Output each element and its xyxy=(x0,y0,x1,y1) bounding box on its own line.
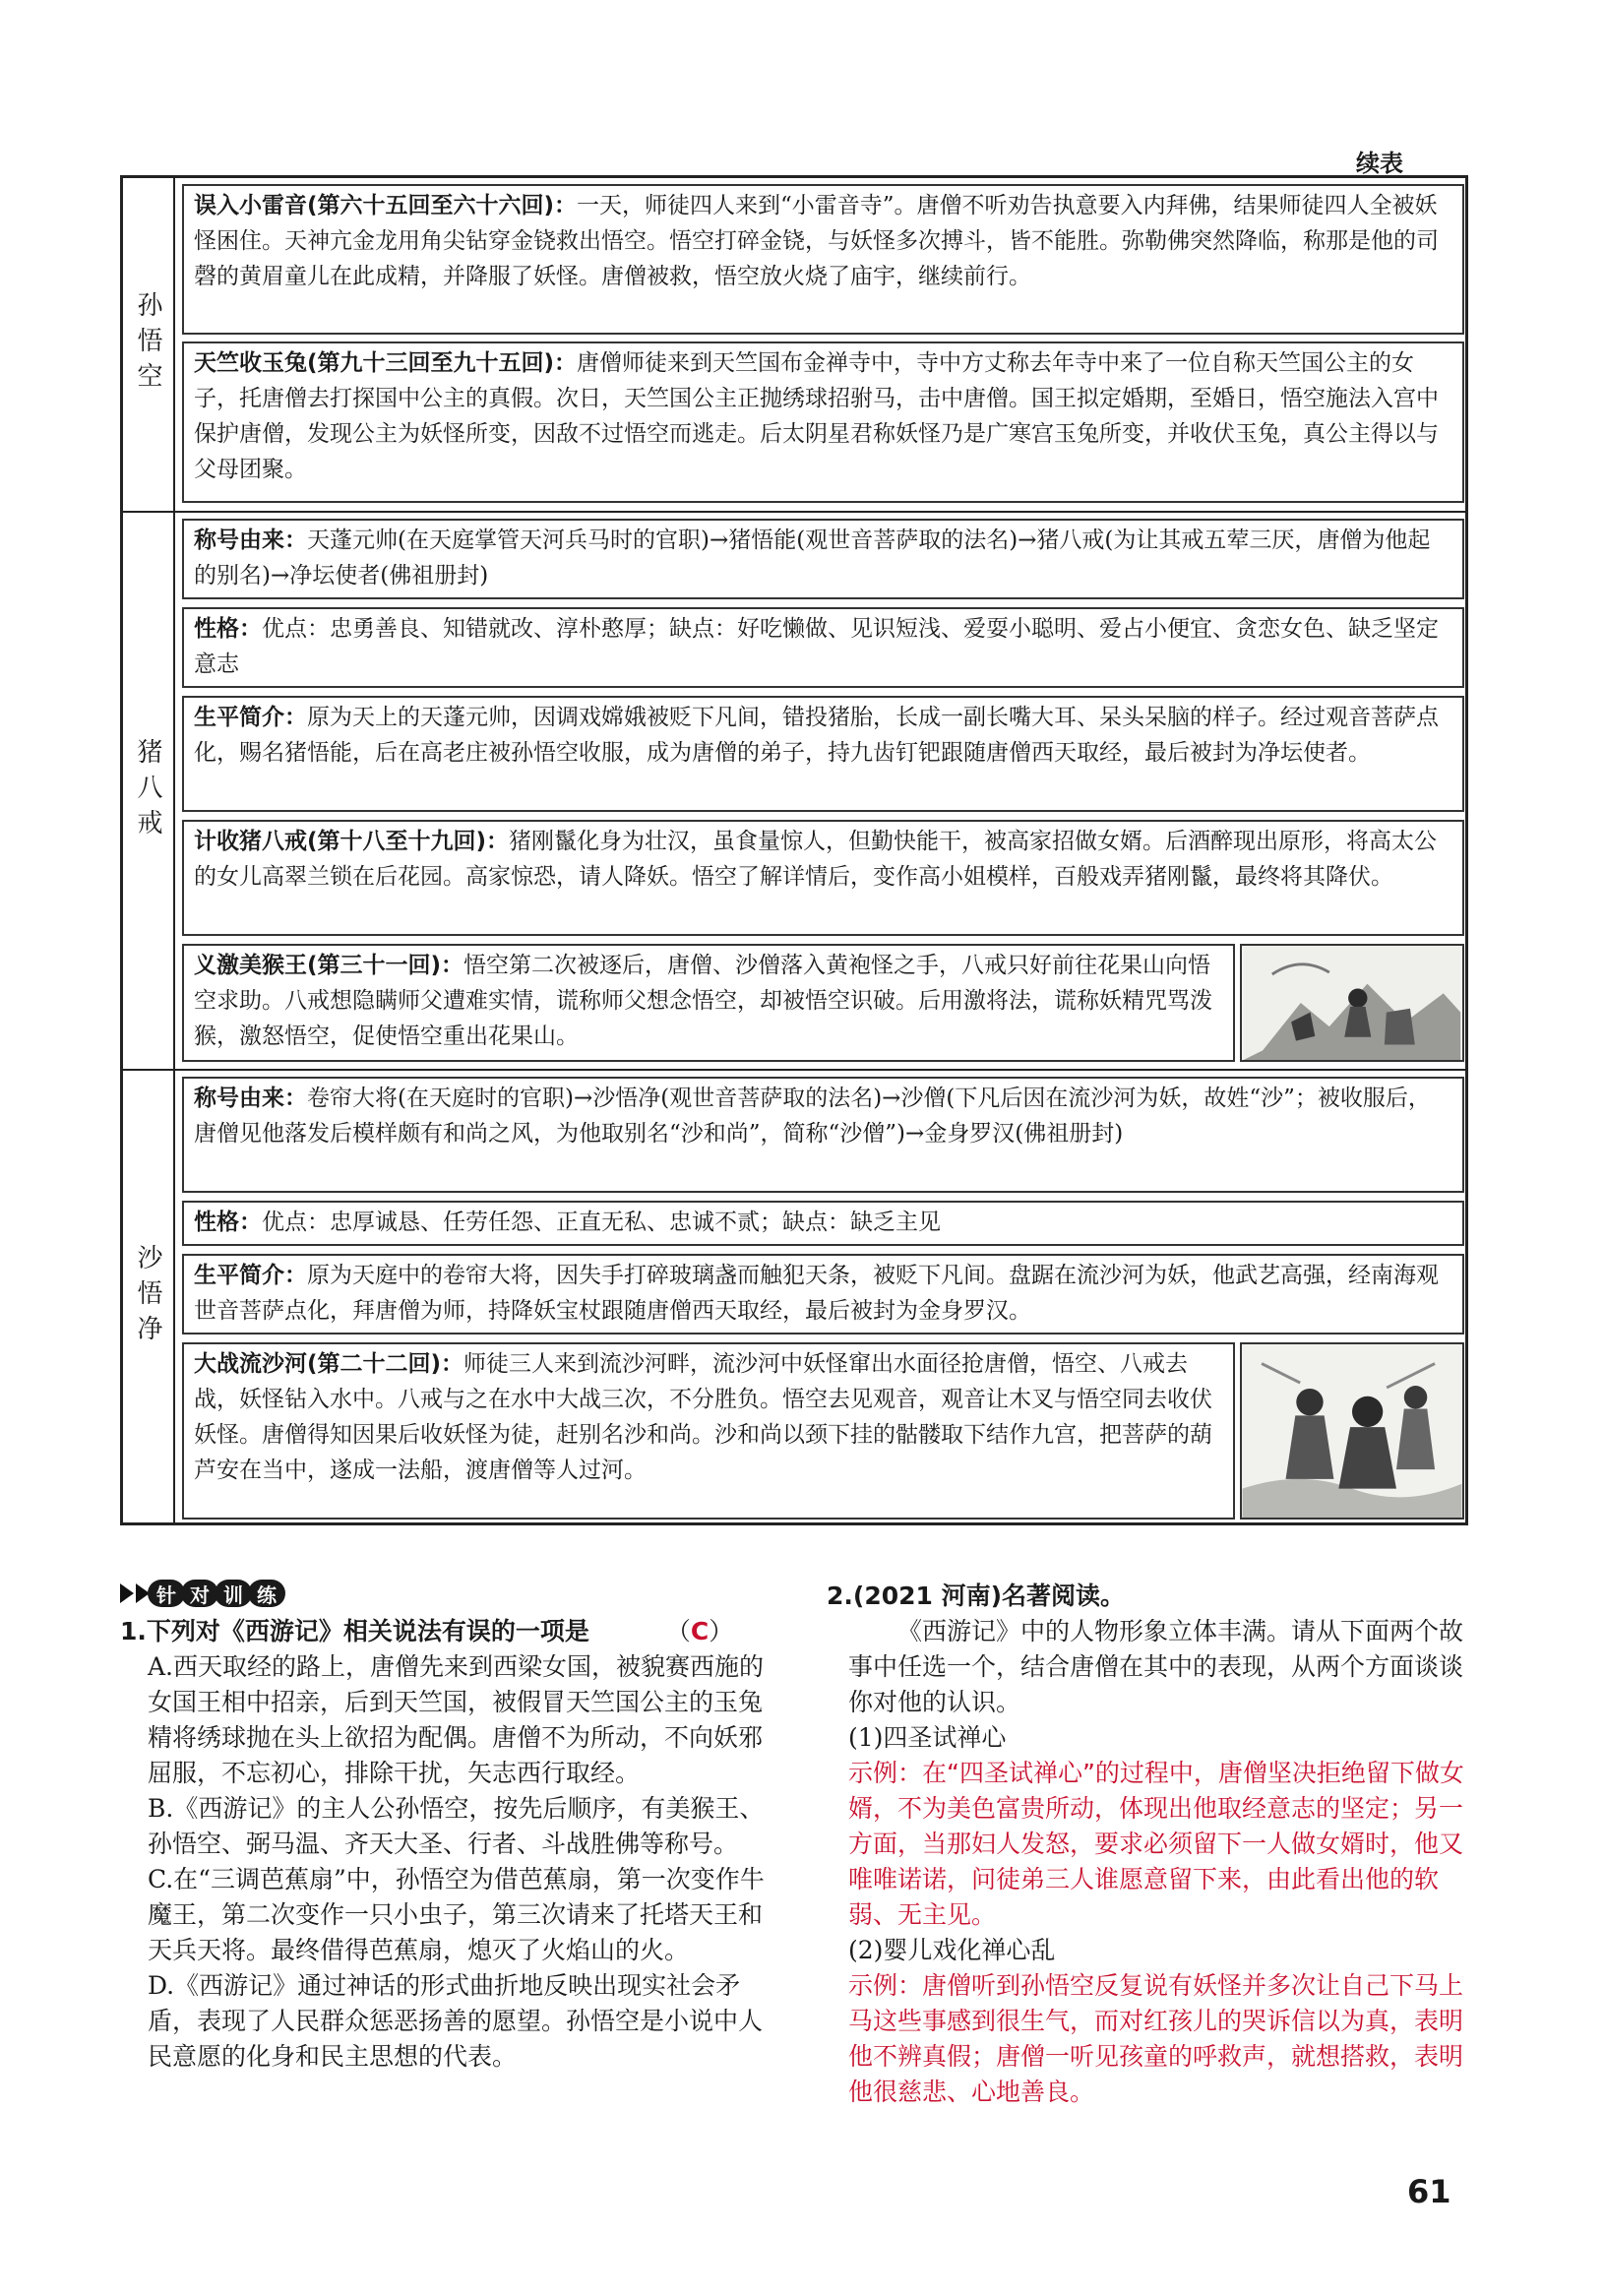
sha-cell-3: 生平简介：原为天庭中的卷帘大将，因失手打碎玻璃盏而触犯天条，被贬下凡间。盘踞在流沙河为妖，他武艺高强，经南海观世音菩萨点化，拜唐僧为师，持降妖宝杖跟随唐僧西天取经，最后被封为金身罗汉。 xyxy=(182,1254,1464,1334)
arrow-icon xyxy=(120,1583,134,1603)
zhu-cell-4: 计收猪八戒(第十八至十九回)：猪刚鬣化身为壮汉，虽食量惊人，但勤快能干，被高家招做女婿。后酒醉现出原形，将高太公的女儿高翠兰锁在后花园。高家惊恐，请人降妖。悟空了解详情后，变作高小姐模样，百般戏弄猪刚鬣，最终将其降伏。 xyxy=(182,820,1464,936)
char-col-zhu xyxy=(123,513,175,1069)
sha-cell-2: 性格：优点：忠厚诚恳、任劳任怨、正直无私、忠诚不贰；缺点：缺乏主见 xyxy=(182,1201,1464,1246)
char-col-sun xyxy=(123,178,175,511)
sun-cell-2: 天竺收玉兔(第九十三回至九十五回)：唐僧师徒来到天竺国布金禅寺中，寺中方丈称去年寺中来了一位自称天竺国公主的女子，托唐僧去打探国中公主的真假。次日，天竺国公主正抛绣球招驸马，击中唐僧。国王拟定婚期，至婚日，悟空施法入宫中保护唐僧，发现公主为妖怪所变，因敌不过悟空而逃走。后太阴星君称妖怪乃是广寒宫玉兔所变，并收伏玉兔，真公主得以与父母团聚。 xyxy=(182,341,1464,503)
illustration-monkey-king xyxy=(1240,944,1464,1062)
question-2 xyxy=(827,1579,1476,2110)
character-table xyxy=(120,175,1468,1525)
question-2-option-2: (2)婴儿戏化禅心乱 xyxy=(848,1936,1056,1964)
question-2-stem: 2.(2021 河南)名著阅读。 xyxy=(827,1582,1126,1610)
group-divider xyxy=(123,511,1465,513)
question-1-stem: 1.下列对《西游记》相关说法有误的一项是 （C） xyxy=(120,1617,734,1645)
sha-cell-1: 称号由来：卷帘大将(在天庭时的官职)→沙悟净(观世音菩萨取的法名)→沙僧(下凡后因在流沙河为妖，故姓“沙”；被收服后，唐僧见他落发后模样颇有和尚之风，为他取别名“沙和尚”，简称“沙僧”)→金身罗汉(佛祖册封) xyxy=(182,1077,1464,1193)
zhu-cell-5: 义激美猴王(第三十一回)：悟空第二次被逐后，唐僧、沙僧落入黄袍怪之手，八戒只好前往花果山向悟空求助。八戒想隐瞒师父遭难实情，谎称师父想念悟空，却被悟空识破。后用激将法，谎称妖精咒骂泼猴，激怒悟空，促使悟空重出花果山。 xyxy=(182,944,1235,1062)
question-1 xyxy=(120,1614,779,2075)
zhu-cell-2: 性格：优点：忠勇善良、知错就改、淳朴憨厚；缺点：好吃懒做、见识短浅、爱耍小聪明、爱占小便宜、贪恋女色、缺乏坚定意志 xyxy=(182,607,1464,688)
header-tag-char: 训 xyxy=(215,1580,252,1607)
continued-label: 续表 xyxy=(1356,150,1403,177)
option-a: A.西天取经的路上，唐僧先来到西梁女国，被貌赛西施的女国王相中招亲，后到天竺国，被假冒天竺国公主的玉兔精将绣球抛在头上欲招为配偶。唐僧不为所动，不向妖邪屈服，不忘初心，排除干扰，矢志西行取经。 xyxy=(148,1652,765,1787)
option-b: B.《西游记》的主人公孙悟空，按先后顺序，有美猴王、孙悟空、弼马温、齐天大圣、行者、斗战胜佛等称号。 xyxy=(148,1794,765,1858)
char-name-sun: 孙悟空 xyxy=(133,291,162,398)
sha-cell-4: 大战流沙河(第二十二回)：师徒三人来到流沙河畔，流沙河中妖怪窜出水面径抢唐僧，悟空、八戒去战，妖怪钻入水中。八戒与之在水中大战三次，不分胜负。悟空去见观音，观音让木叉与悟空同去收伏妖怪。唐僧得知因果后收妖怪为徒，赶别名沙和尚。沙和尚以颈下挂的骷髅取下结作九宫，把菩萨的葫芦安在当中，遂成一法船，渡唐僧等人过河。 xyxy=(182,1342,1235,1520)
question-1-answer: C xyxy=(690,1617,710,1645)
option-c: C.在“三调芭蕉扇”中，孙悟空为借芭蕉扇，第一次变作牛魔王，第二次变作一只小虫子，第三次请来了托塔天王和天兵天将。最终借得芭蕉扇，熄灭了火焰山的火。 xyxy=(148,1865,765,1964)
question-2-option-1: (1)四圣试禅心 xyxy=(848,1723,1007,1752)
page-number: 61 xyxy=(1407,2173,1451,2210)
question-2-intro: 《西游记》中的人物形象立体丰满。请从下面两个故事中任选一个，结合唐僧在其中的表现，从两个方面谈谈你对他的认识。 xyxy=(848,1617,1464,1716)
header-tag-char: 练 xyxy=(248,1580,285,1607)
char-col-sha xyxy=(123,1071,175,1523)
char-name-zhu: 猪八戒 xyxy=(133,737,162,844)
illustration-liusha-river xyxy=(1240,1342,1464,1520)
zhu-cell-1: 称号由来：天蓬元帅(在天庭掌管天河兵马时的官职)→猪悟能(观世音菩萨取的法名)→猪八戒(为让其戒五荤三厌，唐僧为他起的别名)→净坛使者(佛祖册封) xyxy=(182,519,1464,599)
group-divider xyxy=(123,1069,1465,1071)
option-d: D.《西游记》通过神话的形式曲折地反映出现实社会矛盾，表现了人民群众惩恶扬善的愿望。孙悟空是小说中人民意愿的化身和民主思想的代表。 xyxy=(148,1971,764,2071)
char-name-sha: 沙悟净 xyxy=(133,1244,162,1350)
question-2-answer-1: 示例：在“四圣试禅心”的过程中，唐僧坚决拒绝留下做女婿，不为美色富贵所动，体现出他取经意志的坚定；另一方面，当那妇人发怒，要求必须留下一人做女婿时，他又唯唯诺诺，问徒弟三人谁愿意留下来，由此看出他的软弱、无主见。 xyxy=(848,1759,1464,1929)
zhu-cell-3: 生平简介：原为天上的天蓬元帅，因调戏嫦娥被贬下凡间，错投猪胎，长成一副长嘴大耳、呆头呆脑的样子。经过观音菩萨点化，赐名猪悟能，后在高老庄被孙悟空收服，成为唐僧的弟子，持九齿钉钯跟随唐僧西天取经，最后被封为净坛使者。 xyxy=(182,696,1464,812)
sun-cell-1: 误入小雷音(第六十五回至六十六回)：一天，师徒四人来到“小雷音寺”。唐僧不听劝告执意要入内拜佛，结果师徒四人全被妖怪困住。天神亢金龙用角尖钻穿金铙救出悟空。悟空打碎金铙，与妖怪多次搏斗，皆不能胜。弥勒佛突然降临，称那是他的司磬的黄眉童儿在此成精，并降服了妖怪。唐僧被救，悟空放火烧了庙宇，继续前行。 xyxy=(182,184,1464,335)
exercise-header xyxy=(120,1577,285,1610)
header-tag-char: 对 xyxy=(181,1580,218,1607)
illustration-monkey-king-drawing xyxy=(1242,946,1462,1060)
question-2-answer-2: 示例：唐僧听到孙悟空反复说有妖怪并多次让自己下马上马这些事感到很生气，而对红孩儿的哭诉信以为真，表明他不辨真假；唐僧一听见孩童的呼救声，就想搭救，表明他很慈悲、心地善良。 xyxy=(848,1971,1464,2106)
illustration-liusha-river-drawing xyxy=(1242,1344,1462,1518)
header-tag-char: 针 xyxy=(148,1580,185,1607)
